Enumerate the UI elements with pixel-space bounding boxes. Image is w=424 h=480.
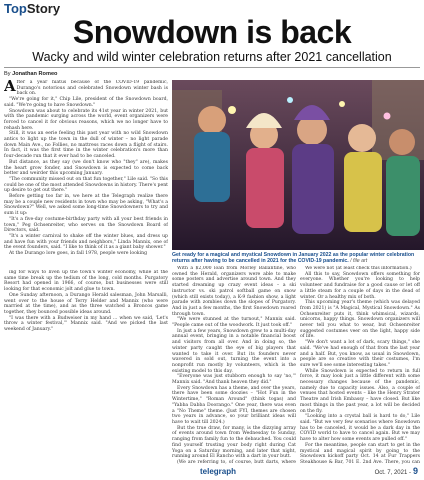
article-paragraph: Before getting too far in, we here at the Telegraph realize there may be a couple new residents in town who may be asking, "What's a Snowdown?" Well, we asked some long-time Snowdowners to try and sum it up: — [4, 194, 168, 217]
article-paragraph: But the true draw, for many, is the dizzying array of events around town from Wednesday to Sunday, ranging from family fun to the debauched. You could find yourself trusting your body right during Cat Yoga on a Saturday morning, and later that night, running around El Rancho with a dart in your butt. — [172, 425, 296, 460]
byline — [4, 71, 57, 77]
article-paragraph: This upcoming year's theme (which was delayed from 2021) is "A Magical, Mystical Snowdown." As Ochsenreiter puts it, think whimsical, wizards, unicorns, happy things. Snowdown organizers will never tell you what to wear, but Ochsenreiter suggested costumes veer on the light, happy side of life. — [300, 300, 420, 340]
drop-cap: A — [4, 80, 16, 95]
photo-caption — [172, 252, 424, 264]
caption-text: Get ready for a magical and mystical Snowdown in January 2022 as the popular winter celebration returns after having to be cancelled in 2021 for the COVID-19 pandemic. — [172, 252, 415, 265]
deck: Wacky and wild winter celebration returns after 2021 cancellation — [32, 50, 392, 64]
page-footer — [375, 466, 418, 476]
divider-top — [4, 67, 420, 68]
article-paragraph: For the meantime, people can start to get in the mystical and magical spirit by going to the Snowdown kickoff party Oct. 14 at Fur Trappers Steakhouse & Bar, 701 E. 2nd Ave. There, you can — [300, 442, 420, 465]
article-column-1-top — [4, 80, 168, 266]
article-paragraph: But distance, as they say (we don't know who "they" are), makes the heart grow fonder, and Snowdown is expected to come back better and weirder this upcoming January. — [4, 159, 168, 177]
article-paragraph: Snowdown was about to celebrate its 41st year in winter 2021, but with the pandemic surging across the world, event organizers were forced to cancel it for obvious reasons, which we no longer have to rehash here. — [4, 108, 168, 131]
article-paragraph: Still, it was an eerie feeling this past year with no wild Snowdown antics to light up the town in the dull of winter – no light parade down Main Ave., no Follies, no mattress races down a flight of stairs. In fact, it was the first time in the winter celebration's more than four-decade run that it ever had to be canceled. — [4, 131, 168, 160]
article-paragraph: One Sunday afternoon, a Durango Herald salesman, John Marsalli, went over to the house of Terry Helder and Mannix (who were married at the time), and as the three watched a Broncos game together, they bounced possible ideas around. — [4, 292, 168, 315]
article-paragraph: After a year hiatus because of the COVID-19 pandemic, Durango's notorious and celebrated Snowdown winter bash is back on. — [4, 80, 168, 97]
article-paragraph: "We were stunned at the turnout," Mannix said. "People came out of the woodwork. It just took off." — [172, 317, 296, 329]
article-paragraph: In just a few years, Snowdown grew to a multi-day annual event, bringing in a notable financial boost and visitors from all over. And in doing so, the winter party caught the eye of big players that wanted to take it over. But its founders never wavered in sold out, turning the event into a nonprofit run mostly by volunteers, which is the existing model to this day. — [172, 328, 296, 374]
article-column-2 — [172, 266, 296, 465]
article-paragraph: "We're going for it," Chip Lile, president of the Snowdown board, said. "We're going to have Snowdown." — [4, 97, 168, 108]
byline-prefix: By — [4, 71, 11, 77]
issue-date: Oct. 7, 2021 - — [374, 470, 411, 476]
byline-author: Jonathan Romeo — [12, 71, 58, 77]
publication-logo: telegraph — [200, 467, 237, 476]
article-paragraph: "It's a five-day costume-birthday party with all your best friends in town," Peg Ochsenreiter, who serves on the Snowdown Board of Directors, said. — [4, 216, 168, 234]
article-paragraph: At the Durango lore goes, in fall 1978, people were looking — [9, 251, 148, 257]
article-paragraph: With a $2,000 loan from Morley Ballantine, who owned the Herald, organizers were able to make some posters and advertise around town. And they started dreaming up crazy event ideas – a ski instructor vs. ski patrol softball game on snow (which still exists today), a K-9 fashion show, a light parade with zombies down the slopes of Purgatory. And in just a few months, the first Snowdown roared through town. — [172, 266, 296, 317]
event-photo — [172, 80, 424, 250]
article-paragraph: Every Snowdown has a theme, and over the years, there have been some doozies – "Hot Fun in the Wintertime," "Roman Around" (think togas) and "Yabba Dabba Doorango." One year, there was even a "No Theme" theme. (Just FYI, themes are chosen two years in advance, so your brilliant ideas will have to wait till 2024.) — [172, 385, 296, 425]
section-label-story: Story — [26, 1, 61, 16]
article-paragraph: "Everyone was just stubborn enough to say 'no,'" Mannix said. "And thank heaven they did." — [172, 374, 296, 386]
headline: Snowdown is back — [72, 14, 352, 50]
article-column-1-bottom — [4, 270, 168, 465]
article-column-3 — [300, 266, 420, 465]
article-paragraph: We were not (at least check this information.) — [305, 266, 412, 271]
article-paragraph: "Looking into a crystal ball is hard to do," Lile said. "But we very few scenarios where Snowdown has to be canceled, it would be a dark day in the COVID world to have to cancel again. But we may have to alter how some events are pulled off." — [300, 414, 420, 443]
article-paragraph: "We don't want a lot of dark, scary things," she said. "We've had enough of that from the last year and a half. But, you know, as usual in Snowdown, people are so creative with their costumes, I'm sure we'll see some interesting takes." — [300, 340, 420, 368]
article-paragraph: "The community missed out on that fun together," Lile said. "So this could be one of the most attended Snowdowns in history. There's pent up desire to get out there." — [4, 176, 168, 194]
article-paragraph: All this to say, Snowdown offers something for everyone. Whether you're looking to help volunteer and fundraise for a good cause or let off a little steam for a couple of days in the dead of winter. Or a healthy mix of both. — [300, 271, 420, 300]
costumed-revelers-image — [172, 80, 424, 250]
article-paragraph: "I was there with a Budweiser in my hand ... when we said, 'Let's throw a winter festival,'" Mannix said. "And we picked the last weekend of January." — [4, 315, 168, 333]
page-number: 9 — [412, 466, 418, 476]
article-paragraph: ing for ways to liven up the town's winter economy, while at the same time break up the tedium of the long, cold months. Purgatory Resort had opened in 1966, of course, but businesses were still looking for that economic jolt and glue to town. — [4, 270, 168, 293]
section-label-top: Top — [4, 1, 27, 16]
caption-credit: / file art — [350, 258, 368, 265]
article-paragraph: "It's a winter carnival to shake off the winter blues, and dress up and have fun with your friends and neighbors," Linda Mannix, one of the event founders, said. "I like to think of it as a giant baby shower." — [4, 233, 168, 251]
article-paragraph: (We are referring to, of course, butt darts, where — [177, 459, 296, 465]
article-paragraph: While Snowdown is expected to return in full force, it may look just a little different with some necessary changes because of the pandemic, namely due to capacity issues. Also, a couple of venues that hosted events – like the Henry Strater Theatre and Irish Embassy – have closed. But like most things in the past year, a lot will be decided on the fly. — [300, 368, 420, 414]
